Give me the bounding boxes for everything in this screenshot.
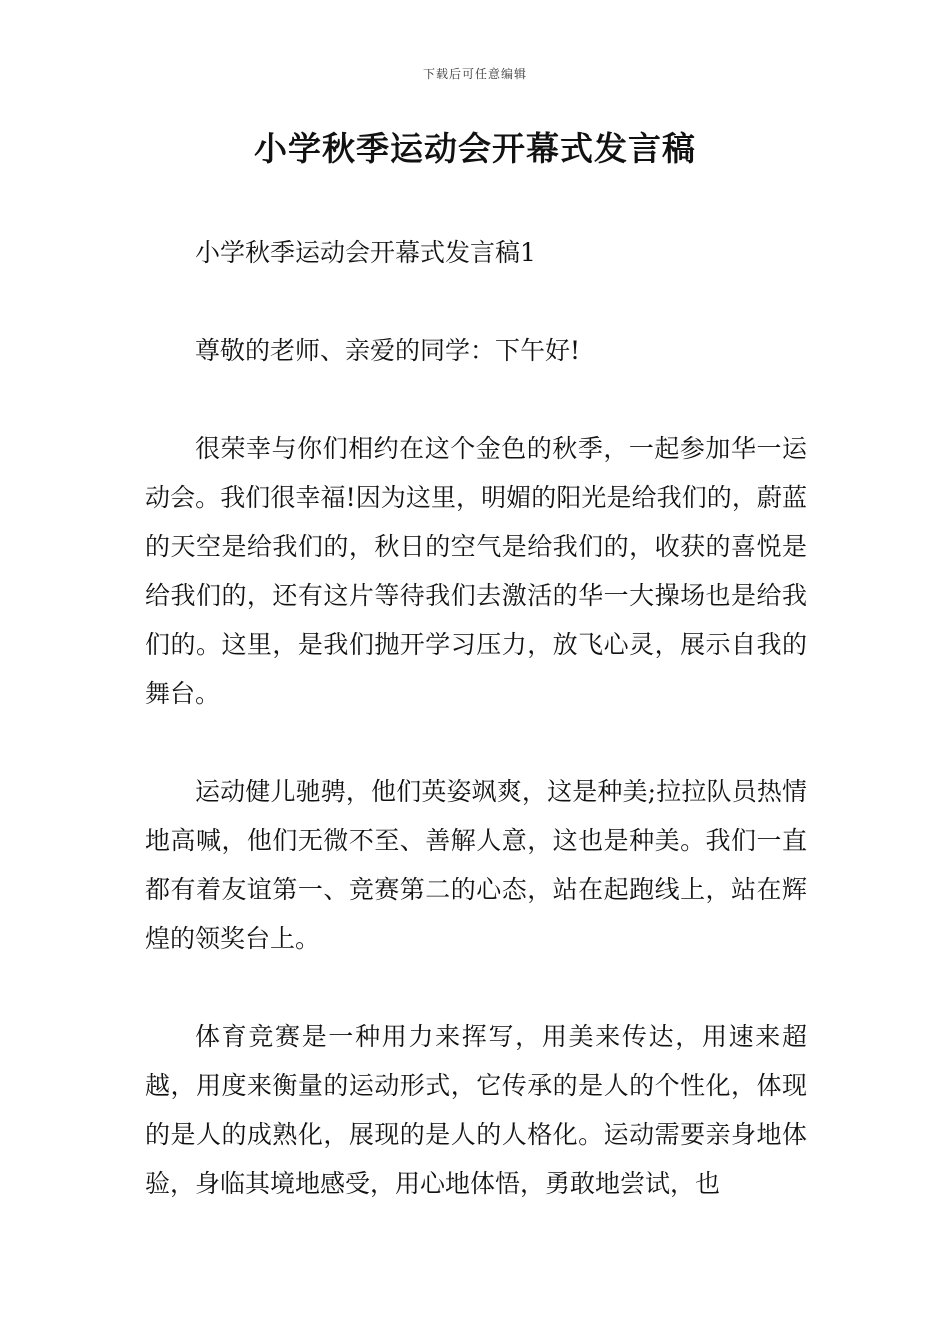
body-paragraph: 运动健儿驰骋，他们英姿飒爽，这是种美;拉拉队员热情地高喊，他们无微不至、善解人意，这也是种美。我们一直都有着友谊第一、竞赛第二的心态，站在起跑线上，站在辉煌的领奖台上。 (145, 777, 807, 953)
document-subtitle: 小学秋季运动会开幕式发言稿1 (195, 238, 536, 267)
greeting-paragraph: 尊敬的老师、亲爱的同学：下午好! (195, 336, 581, 365)
header-note: 下载后可任意编辑 (422, 67, 527, 81)
body-paragraph: 体育竞赛是一种用力来挥写，用美来传达，用速来超越，用度来衡量的运动形式，它传承的是人的个性化，体现的是人的成熟化，展现的是人的人格化。运动需要亲身地体验，身临其境地感受，用心地体悟，勇敢地尝试，也 (145, 1022, 807, 1198)
document-title: 小学秋季运动会开幕式发言稿 (254, 129, 696, 168)
body-paragraph: 很荣幸与你们相约在这个金色的秋季，一起参加华一运动会。我们很幸福!因为这里，明媚的阳光是给我们的，蔚蓝的天空是给我们的，秋日的空气是给我们的，收获的喜悦是给我们的，还有这片等待我们去激活的华一大操场也是给我们的。这里，是我们抛开学习压力，放飞心灵，展示自我的舞台。 (145, 434, 807, 708)
document-body (145, 228, 807, 1257)
